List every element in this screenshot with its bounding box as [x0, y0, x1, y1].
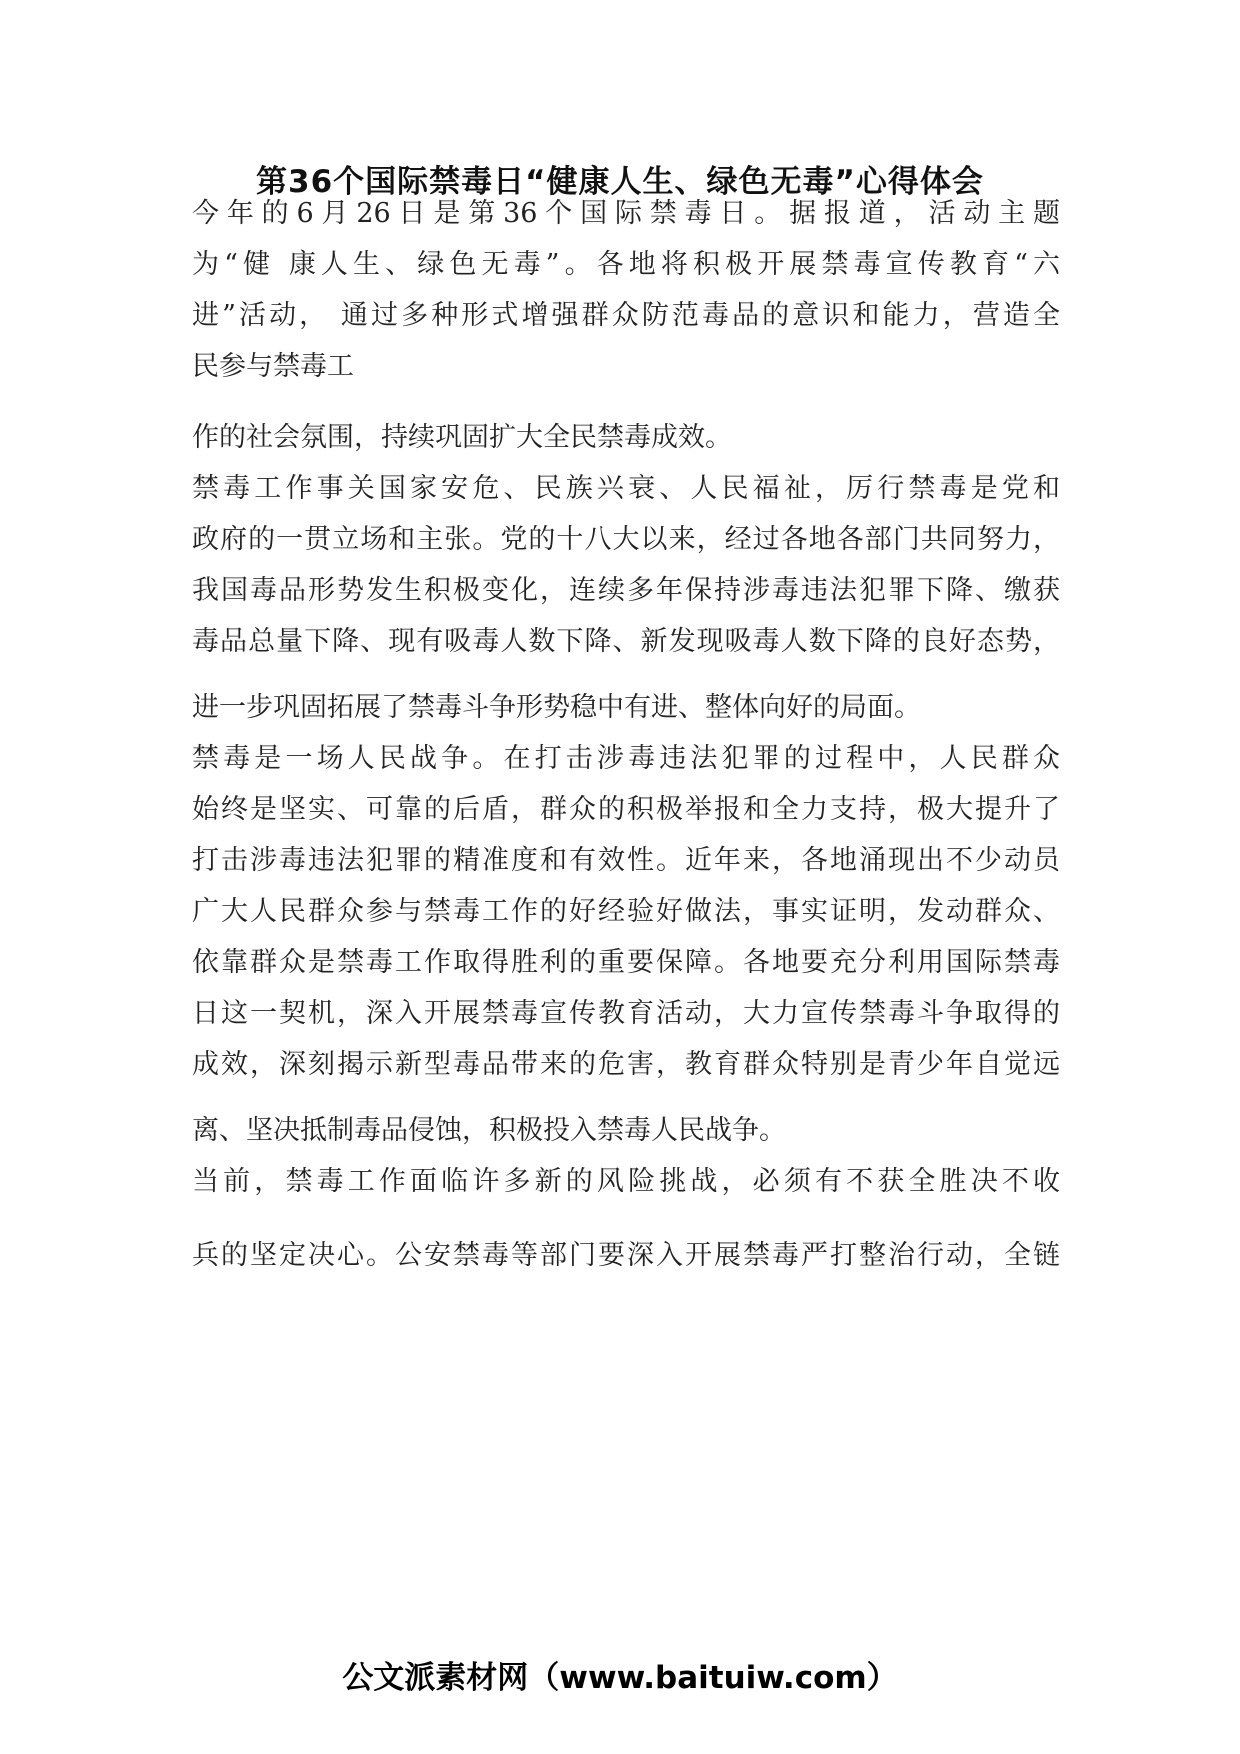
- paragraph-line: 今年的6月26日是第36个国际禁毒日。据报道，活动主题: [192, 198, 1060, 229]
- paragraph-line: 广大人民群众参与禁毒工作的好经验好做法，事实证明，发动群众、: [192, 896, 1060, 927]
- paragraph-line: 当前，禁毒工作面临许多新的风险挑战，必须有不获全胜决不收: [192, 1166, 1060, 1197]
- paragraph-line: 作的社会氛围，持续巩固扩大全民禁毒成效。: [192, 422, 732, 453]
- paragraph-line: 成效，深刻揭示新型毒品带来的危害，教育群众特别是青少年自觉远: [192, 1049, 1060, 1080]
- paragraph-line: 始终是坚实、可靠的后盾，群众的积极举报和全力支持，极大提升了: [192, 794, 1060, 825]
- paragraph-line: 打击涉毒违法犯罪的精准度和有效性。近年来，各地涌现出不少动员: [192, 845, 1060, 876]
- paragraph-line: 进”活动， 通过多种形式增强群众防范毒品的意识和能力，营造全: [192, 300, 1060, 331]
- paragraph-line: 日这一契机，深入开展禁毒宣传教育活动，大力宣传禁毒斗争取得的: [192, 998, 1060, 1029]
- paragraph-line: 禁毒是一场人民战争。在打击涉毒违法犯罪的过程中，人民群众: [192, 743, 1060, 774]
- paragraph-line: 我国毒品形势发生积极变化，连续多年保持涉毒违法犯罪下降、缴获: [192, 575, 1060, 606]
- paragraph-line: 兵的坚定决心。公安禁毒等部门要深入开展禁毒严打整治行动，全链: [192, 1240, 1060, 1271]
- paragraph-line: 为“健 康人生、绿色无毒”。各地将积极开展禁毒宣传教育“六: [192, 249, 1060, 280]
- paragraph-line: 离、坚决抵制毒品侵蚀，积极投入禁毒人民战争。: [192, 1115, 786, 1146]
- paragraph-line: 依靠群众是禁毒工作取得胜利的重要保障。各地要充分利用国际禁毒: [192, 947, 1060, 978]
- footer-watermark: 公文派素材网（www.baituiw.com）: [342, 1660, 898, 1696]
- paragraph-line: 进一步巩固拓展了禁毒斗争形势稳中有进、整体向好的局面。: [192, 692, 921, 723]
- paragraph-line: 政府的一贯立场和主张。党的十八大以来，经过各地各部门共同努力，: [192, 524, 1060, 555]
- paragraph-line: 禁毒工作事关国家安危、民族兴衰、人民福祉，厉行禁毒是党和: [192, 473, 1060, 504]
- paragraph-line: 毒品总量下降、现有吸毒人数下降、新发现吸毒人数下降的良好态势，: [192, 626, 1060, 657]
- document-title: 第36个国际禁毒日“健康人生、绿色无毒”心得体会: [256, 164, 984, 200]
- paragraph-line: 民参与禁毒工: [192, 351, 354, 382]
